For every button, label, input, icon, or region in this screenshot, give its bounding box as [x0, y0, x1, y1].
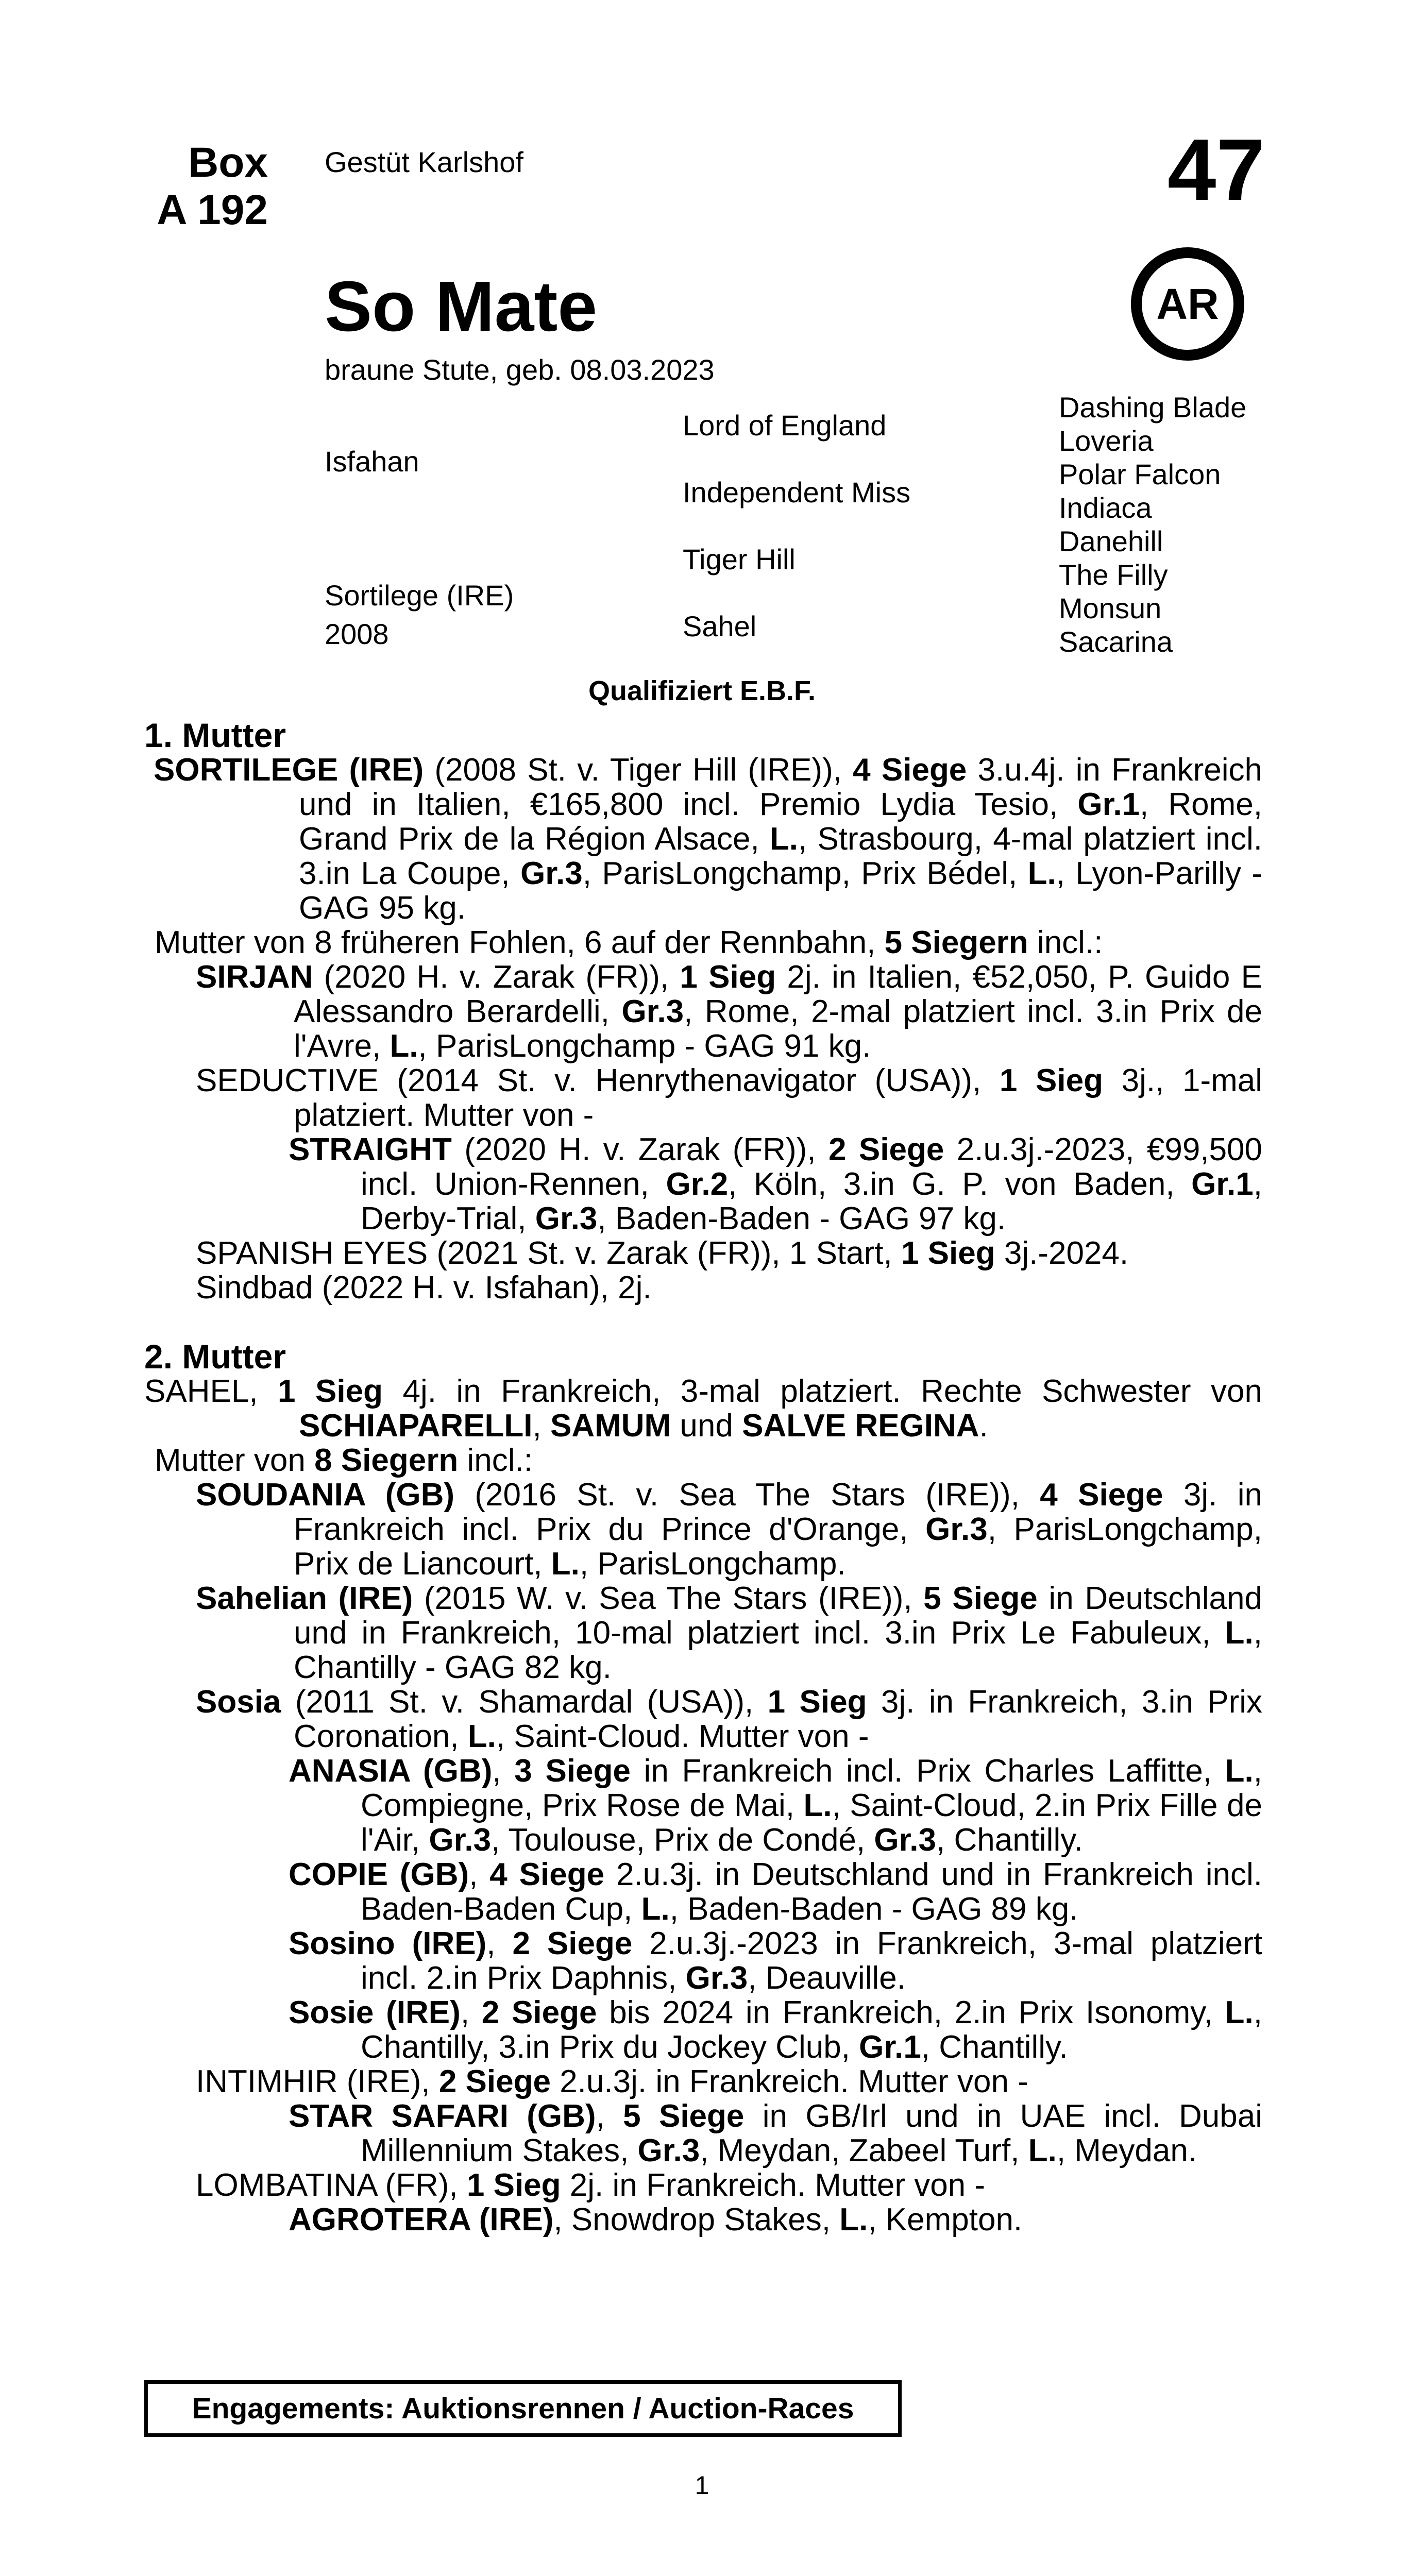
section-entries — [144, 1374, 1262, 2237]
family-entry — [144, 1236, 1262, 1270]
breeder-name: Gestüt Karlshof — [325, 146, 523, 178]
entry-bold-text: SALVE REGINA — [742, 1408, 979, 1444]
section-entries — [144, 753, 1262, 1305]
entry-text: in GB/Irl und in UAE incl. Dubai Millennium Stakes, — [361, 2098, 1263, 2168]
entry-bold-text: Gr.1 — [1077, 787, 1140, 822]
entry-bold-text: L. — [1028, 2133, 1057, 2168]
entry-text: , Kempton. — [868, 2202, 1023, 2238]
entry-text: 2j. in Frankreich. Mutter von - — [561, 2167, 986, 2203]
entry-text: , Baden-Baden - GAG 89 kg. — [669, 1891, 1078, 1927]
entry-text: , Baden-Baden - GAG 97 kg. — [597, 1201, 1006, 1236]
entry-text: (2008 St. v. Tiger Hill (IRE)), — [424, 752, 853, 788]
entry-text: (2020 H. v. Zarak (FR)), — [313, 959, 680, 995]
entry-text: und — [671, 1408, 742, 1444]
family-entry — [144, 753, 1262, 925]
entry-bold-text: Gr.3 — [685, 1960, 748, 1996]
family-entry — [144, 1478, 1262, 1581]
entry-text: , ParisLongchamp - GAG 91 kg. — [418, 1028, 871, 1064]
entry-text: 2.u.3j. in Frankreich. Mutter von - — [550, 2064, 1028, 2099]
entry-bold-text: 5 Siege — [923, 1581, 1038, 1616]
entry-text: Mutter von 8 früheren Fohlen, 6 auf der Rennbahn, — [155, 925, 885, 960]
box-label — [129, 139, 268, 234]
entry-text: 3j.-2024. — [995, 1235, 1129, 1271]
family-entry — [144, 1063, 1262, 1132]
family-entry — [144, 1132, 1262, 1236]
entry-text: Mutter von — [155, 1443, 315, 1478]
entry-text: , Rome, Grand Prix de la Région Alsace, — [299, 787, 1263, 857]
entry-text: SEDUCTIVE (2014 St. v. Henrythenavigator (USA)), — [196, 1063, 1000, 1098]
entry-bold-text: Gr.3 — [520, 856, 583, 891]
entry-bold-text: 1 Sieg — [901, 1235, 995, 1271]
ar-badge-text: AR — [1156, 279, 1219, 328]
entry-bold-text: 4 Siege — [853, 752, 967, 788]
entry-bold-text: Gr.3 — [874, 1822, 937, 1858]
entry-bold-text: 4 Siege — [1040, 1477, 1163, 1513]
entry-text: , Meydan. — [1056, 2133, 1197, 2168]
entry-text: (2016 St. v. Sea The Stars (IRE)), — [454, 1477, 1040, 1513]
entry-bold-text: 5 Siege — [623, 2098, 745, 2134]
entry-bold-text: Gr.3 — [925, 1512, 988, 1547]
entry-bold-text: COPIE (GB) — [289, 1857, 469, 1892]
entry-bold-text: L. — [551, 1546, 580, 1582]
entry-bold-text: Sahelian (IRE) — [196, 1581, 413, 1616]
section-first-dam — [144, 718, 1262, 1305]
entry-text: 2.u.3j.-2023 in Frankreich, 3-mal platziert incl. 2.in Prix Daphnis, — [361, 1926, 1262, 1996]
entry-text: , Deauville. — [748, 1960, 906, 1996]
entry-bold-text: L. — [1027, 856, 1056, 891]
entry-text: Sindbad (2022 H. v. Isfahan), 2j. — [196, 1270, 652, 1306]
entry-bold-text: 1 Sieg — [767, 1684, 867, 1720]
horse-name: So Mate — [325, 267, 598, 346]
entry-text: , — [532, 1408, 550, 1444]
entry-text: in Deutschland und in Frankreich, 10-mal platziert incl. 3.in Prix Le Fabuleux, — [294, 1581, 1262, 1651]
entry-text: , Chantilly - GAG 82 kg. — [294, 1615, 1262, 1685]
entry-bold-text: Gr.3 — [535, 1201, 598, 1236]
entry-text: , Chantilly, 3.in Prix du Jockey Club, — [361, 1995, 1263, 2065]
entry-bold-text: L. — [467, 1719, 496, 1754]
family-entry — [144, 1995, 1262, 2064]
entry-bold-text: SIRJAN — [196, 959, 313, 995]
entry-text: , Snowdrop Stakes, — [553, 2202, 840, 2238]
entry-text: 3j. in Frankreich, 3.in Prix Coronation, — [294, 1684, 1262, 1754]
family-entry — [144, 1581, 1262, 1685]
entry-bold-text: Sosie (IRE) — [289, 1995, 461, 2030]
entry-text: 2.u.3j.-2023, €99,500 incl. Union-Rennen, — [361, 1132, 1263, 1202]
entry-bold-text: L. — [1225, 1995, 1254, 2030]
entry-text: , Compiegne, Prix Rose de Mai, — [361, 1753, 1262, 1823]
entry-text: INTIMHIR (IRE), — [196, 2064, 439, 2099]
family-entry — [144, 2099, 1262, 2168]
box-number: A 192 — [157, 187, 268, 233]
family-content — [144, 718, 1262, 2237]
horse-description: braune Stute, geb. 08.03.2023 — [325, 353, 715, 386]
entry-text: 3.u.4j. in Frankreich und in Italien, €165,800 incl. Premio Lydia Tesio, — [299, 752, 1262, 822]
entry-bold-text: STRAIGHT — [289, 1132, 452, 1167]
engagements-box — [144, 2380, 902, 2437]
entry-text: (2011 St. v. Shamardal (USA)), — [281, 1684, 768, 1720]
entry-text: SPANISH EYES (2021 St. v. Zarak (FR)), 1 Start, — [196, 1235, 901, 1271]
entry-text: , — [486, 1926, 513, 1961]
pedigree-g3-7: Monsun — [1059, 592, 1162, 624]
pedigree-sire-dam: Independent Miss — [683, 476, 911, 509]
entry-bold-text: 8 Siegern — [314, 1443, 459, 1478]
entry-text: incl.: — [1028, 925, 1103, 960]
entry-bold-text: 2 Siege — [512, 1926, 633, 1961]
pedigree-dam-year: 2008 — [325, 618, 389, 650]
entry-text: , — [460, 1995, 482, 2030]
entry-text: incl.: — [458, 1443, 533, 1478]
pedigree-sire: Isfahan — [325, 445, 419, 478]
entry-text: in Frankreich incl. Prix Charles Laffitte, — [630, 1753, 1225, 1789]
entry-bold-text: STAR SAFARI (GB) — [289, 2098, 596, 2134]
entry-bold-text: SAMUM — [550, 1408, 671, 1444]
entry-bold-text: Gr.3 — [637, 2133, 700, 2168]
entry-text: , Lyon-Parilly - GAG 95 kg. — [299, 856, 1263, 926]
pedigree-dam: Sortilege (IRE) — [325, 579, 514, 612]
family-entry — [144, 1685, 1262, 1754]
entry-bold-text: L. — [839, 2202, 868, 2238]
entry-text: , ParisLongchamp, Prix Bédel, — [582, 856, 1028, 891]
entry-bold-text: L. — [803, 1788, 832, 1823]
pedigree-g3-5: Danehill — [1059, 525, 1163, 557]
entry-text: , Toulouse, Prix de Condé, — [491, 1822, 874, 1858]
section-heading: 1. Mutter — [144, 716, 286, 754]
family-entry — [144, 1754, 1262, 1857]
family-entry — [144, 2064, 1262, 2099]
family-entry — [144, 925, 1262, 960]
entry-text: 3j., 1-mal platziert. Mutter von - — [294, 1063, 1262, 1133]
entry-text: (2015 W. v. Sea The Stars (IRE)), — [413, 1581, 924, 1616]
entry-text: (2020 H. v. Zarak (FR)), — [451, 1132, 828, 1167]
entry-text: , ParisLongchamp, Prix de Liancourt, — [294, 1512, 1263, 1582]
pedigree-dam-dam: Sahel — [683, 610, 757, 642]
entry-text: 2j. in Italien, €52,050, P. Guido E Alessandro Berardelli, — [294, 959, 1263, 1029]
entry-bold-text: Sosia — [196, 1684, 281, 1720]
entry-text: 3j. in Frankreich incl. Prix du Prince d'Orange, — [294, 1477, 1262, 1547]
entry-text: SAHEL, — [144, 1374, 278, 1409]
ar-badge — [1131, 247, 1244, 361]
entry-bold-text: 3 Siege — [514, 1753, 631, 1789]
entry-bold-text: ANASIA (GB) — [289, 1753, 493, 1789]
entry-bold-text: 1 Sieg — [999, 1063, 1103, 1098]
entry-bold-text: Gr.3 — [429, 1822, 492, 1858]
entry-bold-text: Gr.3 — [621, 994, 684, 1029]
entry-bold-text: L. — [641, 1891, 670, 1927]
entry-text: , Chantilly. — [921, 2029, 1068, 2065]
family-entry — [144, 960, 1262, 1063]
engagements-text: Engagements: Auktionsrennen / Auction-Races — [192, 2392, 854, 2425]
entry-bold-text: Gr.1 — [859, 2029, 921, 2065]
section-heading: 2. Mutter — [144, 1337, 286, 1376]
entry-bold-text: SORTILEGE (IRE) — [154, 752, 424, 788]
entry-text: , Köln, 3.in G. P. von Baden, — [728, 1166, 1192, 1202]
entry-bold-text: 2 Siege — [481, 1995, 597, 2030]
family-entry — [144, 1374, 1262, 1443]
family-entry — [144, 1857, 1262, 1926]
entry-bold-text: 2 Siege — [828, 1132, 944, 1167]
box-label-text: Box — [188, 139, 268, 186]
pedigree-sire-sire: Lord of England — [683, 409, 887, 442]
entry-text: , Chantilly. — [936, 1822, 1083, 1858]
entry-bold-text: 5 Siegern — [884, 925, 1028, 960]
entry-bold-text: L. — [1225, 1615, 1254, 1651]
entry-text: , Rome, 2-mal platziert incl. 3.in Prix de l'Avre, — [294, 994, 1262, 1064]
entry-text: , Meydan, Zabeel Turf, — [700, 2133, 1028, 2168]
entry-text: , Saint-Cloud, 2.in Prix Fille de l'Air, — [361, 1788, 1262, 1858]
pedigree-g3-2: Loveria — [1059, 425, 1154, 457]
family-entry — [144, 2202, 1262, 2237]
page-number: 1 — [695, 2471, 709, 2500]
pedigree-g3-1: Dashing Blade — [1059, 391, 1247, 423]
section-spacer — [144, 1305, 1262, 1339]
entry-bold-text: SCHIAPARELLI — [299, 1408, 533, 1444]
pedigree-g3-3: Polar Falcon — [1059, 458, 1221, 490]
entry-bold-text: AGROTERA (IRE) — [289, 2202, 554, 2238]
entry-bold-text: SOUDANIA (GB) — [196, 1477, 455, 1513]
pedigree-g3-8: Sacarina — [1059, 625, 1173, 658]
entry-text: 2.u.3j. in Deutschland und in Frankreich incl. Baden-Baden Cup, — [361, 1857, 1263, 1927]
entry-bold-text: L. — [769, 821, 799, 857]
entry-text: , — [469, 1857, 490, 1892]
entry-text: , — [492, 1753, 515, 1789]
entry-text: , Saint-Cloud. Mutter von - — [496, 1719, 869, 1754]
qualification-note: Qualifiziert E.B.F. — [588, 675, 816, 706]
entry-text: LOMBATINA (FR), — [196, 2167, 467, 2203]
pedigree-g3-4: Indiaca — [1059, 492, 1152, 524]
section-second-dam — [144, 1339, 1262, 2237]
lot-number: 47 — [1167, 121, 1265, 219]
entry-text: bis 2024 in Frankreich, 2.in Prix Isonomy, — [597, 1995, 1225, 2030]
family-entry — [144, 1926, 1262, 1995]
entry-text: , ParisLongchamp. — [579, 1546, 846, 1582]
entry-bold-text: 4 Siege — [489, 1857, 605, 1892]
entry-bold-text: Sosino (IRE) — [289, 1926, 487, 1961]
entry-bold-text: L. — [390, 1028, 418, 1064]
pedigree-dam-sire: Tiger Hill — [683, 543, 796, 575]
entry-bold-text: Gr.2 — [666, 1166, 729, 1202]
family-entry — [144, 1270, 1262, 1305]
entry-text: . — [979, 1408, 988, 1444]
entry-text: , Derby-Trial, — [361, 1166, 1262, 1236]
family-entry — [144, 2168, 1262, 2202]
entry-bold-text: 2 Siege — [438, 2064, 551, 2099]
entry-text: 4j. in Frankreich, 3-mal platziert. Rechte Schwester von — [382, 1374, 1262, 1409]
family-entry — [144, 1443, 1262, 1478]
entry-text: , — [596, 2098, 623, 2134]
entry-bold-text: 1 Sieg — [278, 1374, 383, 1409]
entry-bold-text: 1 Sieg — [680, 959, 776, 995]
entry-text: , Strasbourg, 4-mal platziert incl. 3.in La Coupe, — [299, 821, 1262, 891]
entry-bold-text: L. — [1225, 1753, 1254, 1789]
pedigree-g3-6: The Filly — [1059, 558, 1168, 591]
entry-bold-text: 1 Sieg — [466, 2167, 561, 2203]
entry-bold-text: Gr.1 — [1191, 1166, 1254, 1202]
